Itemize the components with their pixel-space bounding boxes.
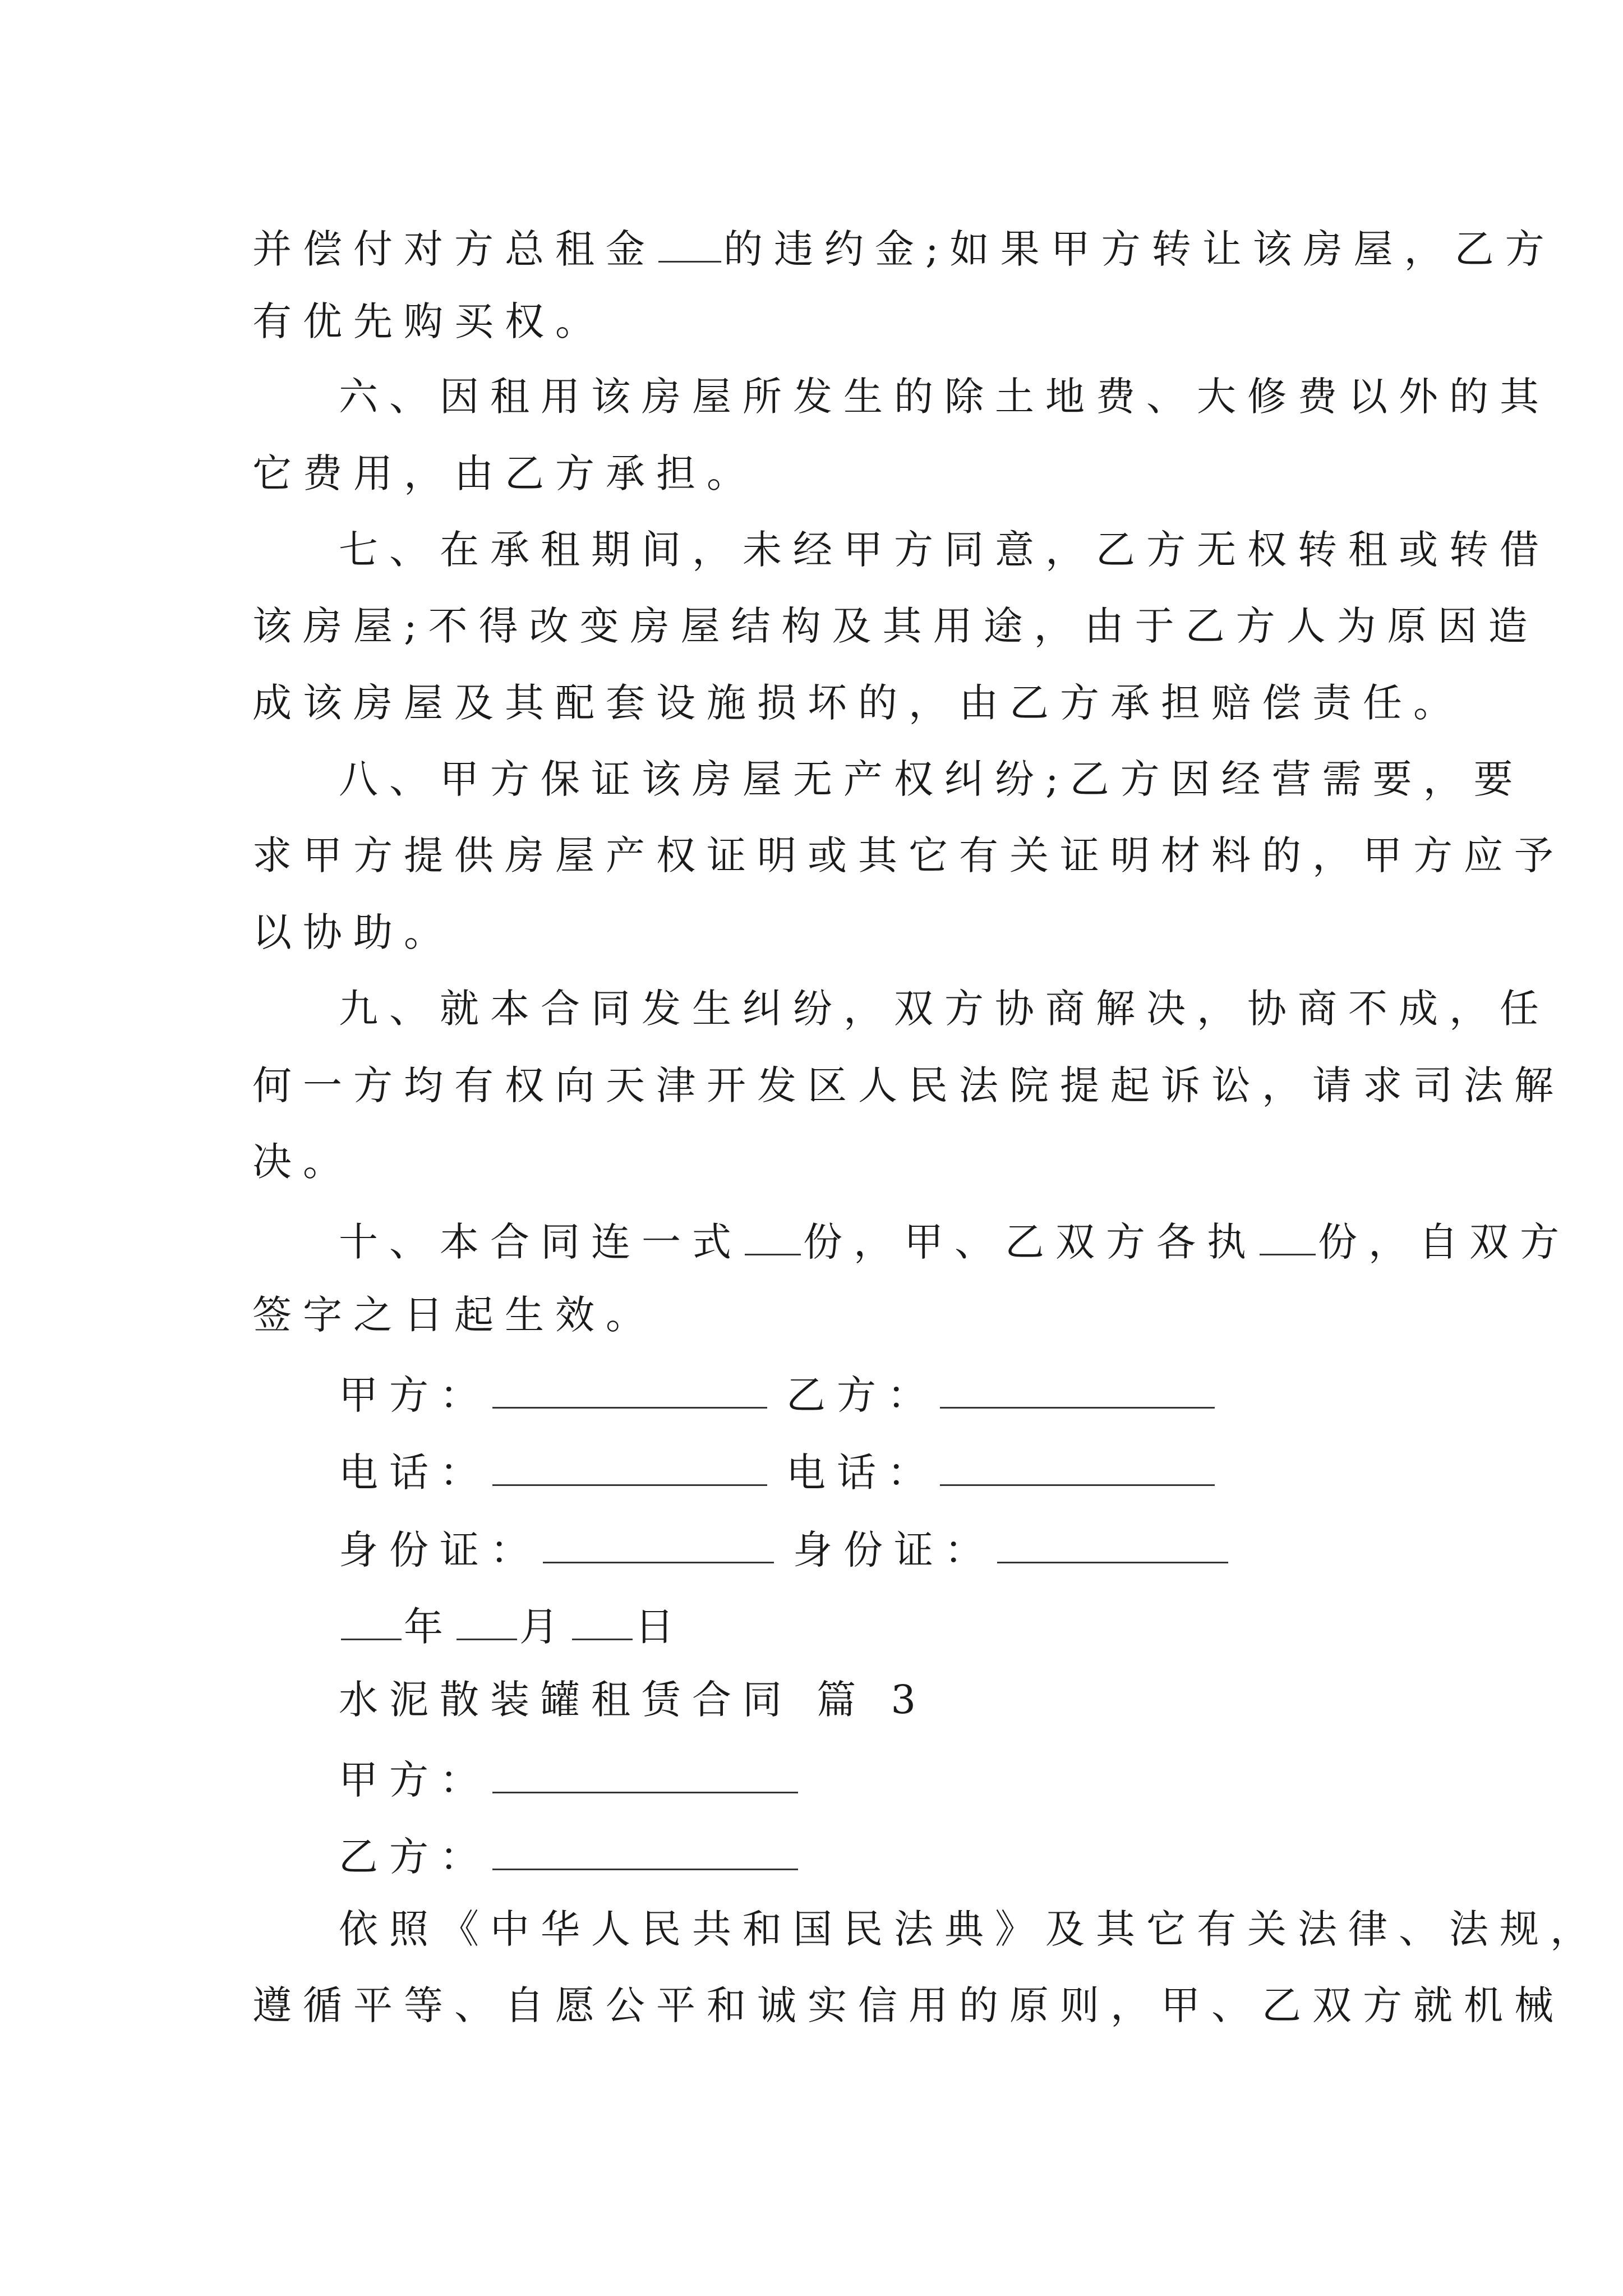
text: 十、本合同连一式 (339, 1219, 743, 1265)
text: 份，甲、乙双方各执 (803, 1219, 1257, 1265)
phone-b-label: 电话： (786, 1450, 938, 1496)
paragraph-7-line-3: 成该房屋及其配套设施损坏的，由乙方承担赔偿责任。 (252, 680, 1464, 726)
month-blank (457, 1603, 517, 1640)
day-label: 日 (635, 1604, 685, 1650)
section-3-intro-line-1: 依照《中华人民共和国民法典》及其它有关法律、法规， (339, 1906, 1601, 1952)
text: 并偿付对方总租金 (252, 226, 656, 272)
phone-a-blank (492, 1449, 767, 1486)
blank-penalty-rate (658, 226, 721, 263)
section-3-title: 水泥散装罐租赁合同 篇 3 (339, 1677, 928, 1723)
id-a-label: 身份证： (339, 1527, 541, 1573)
section-3-party-a (339, 1756, 800, 1803)
paragraph-9-line-2: 何一方均有权向天津开发区人民法院提起诉讼，请求司法解 (252, 1062, 1565, 1108)
paragraph-6-line-2: 它费用，由乙方承担。 (252, 450, 757, 496)
party-a-label: 甲方： (339, 1372, 490, 1418)
party-a-blank (492, 1372, 767, 1409)
section-3-intro-line-2: 遵循平等、自愿公平和诚实信用的原则，甲、乙双方就机械 (252, 1982, 1565, 2028)
party-a-label: 甲方： (339, 1757, 490, 1803)
party-b-blank (492, 1833, 798, 1870)
blank-copies-total (745, 1218, 801, 1255)
section-3-party-b (339, 1833, 800, 1880)
id-b-label: 身份证： (793, 1527, 995, 1573)
paragraph-5-line-2: 有优先购买权。 (252, 298, 606, 344)
signature-row-id (339, 1526, 1230, 1573)
paragraph-7-line-1: 七、在承租期间，未经甲方同意，乙方无权转租或转借 (339, 527, 1550, 573)
paragraph-9-line-1: 九、就本合同发生纠纷，双方协商解决，协商不成，任 (339, 986, 1550, 1032)
year-label: 年 (404, 1604, 454, 1650)
signature-row-party (339, 1372, 1217, 1418)
paragraph-8-line-1: 八、甲方保证该房屋无产权纠纷;乙方因经营需要，要 (339, 756, 1524, 802)
id-b-blank (997, 1526, 1228, 1563)
year-blank (341, 1603, 402, 1640)
party-b-label: 乙方： (339, 1834, 490, 1880)
phone-b-blank (940, 1449, 1215, 1486)
month-label: 月 (519, 1604, 570, 1650)
paragraph-8-line-2: 求甲方提供房屋产权证明或其它有关证明材料的，甲方应予 (252, 832, 1565, 878)
paragraph-9-line-3: 决。 (252, 1139, 353, 1185)
id-a-blank (543, 1526, 774, 1563)
signature-row-date (339, 1603, 685, 1650)
paragraph-5-line-1 (252, 226, 1556, 272)
day-blank (572, 1603, 633, 1640)
paragraph-6-line-1: 六、因租用该房屋所发生的除土地费、大修费以外的其 (339, 374, 1550, 420)
text: 份，自双方 (1318, 1219, 1570, 1265)
paragraph-10-line-2: 签字之日起生效。 (252, 1292, 656, 1338)
blank-copies-each (1260, 1218, 1316, 1255)
text: 的违约金;如果甲方转让该房屋，乙方 (723, 226, 1556, 272)
signature-row-phone (339, 1449, 1217, 1496)
party-a-blank (492, 1756, 798, 1793)
paragraph-7-line-2: 该房屋;不得改变房屋结构及其用途，由于乙方人为原因造 (252, 603, 1539, 649)
party-b-label: 乙方： (786, 1372, 938, 1418)
party-b-blank (940, 1372, 1215, 1409)
paragraph-8-line-3: 以协助。 (252, 909, 454, 955)
phone-a-label: 电话： (339, 1450, 490, 1496)
paragraph-10-line-1 (339, 1218, 1570, 1265)
